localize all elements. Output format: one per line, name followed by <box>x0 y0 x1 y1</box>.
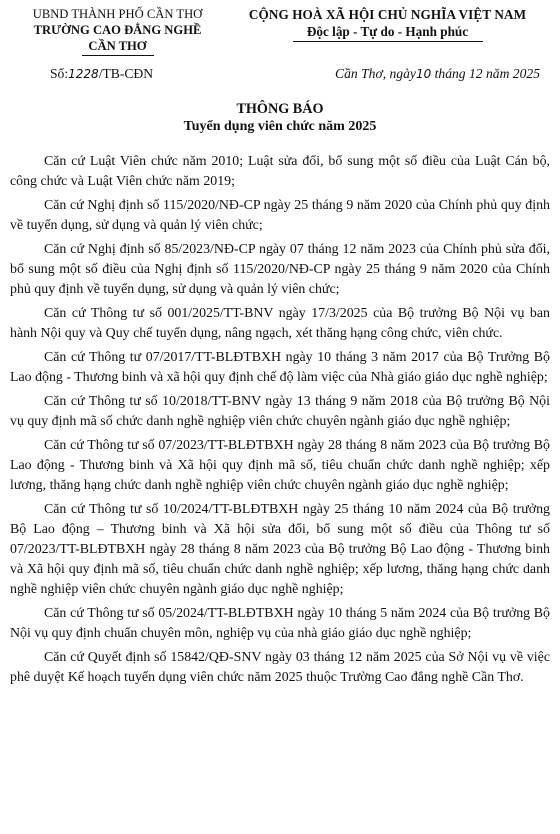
school-name-line1: TRƯỜNG CAO ĐẲNG NGHỀ <box>33 23 202 37</box>
agency-name: UBND THÀNH PHỐ CẦN THƠ <box>32 7 203 21</box>
document-subtitle: Tuyển dụng viên chức năm 2025 <box>183 119 377 134</box>
document-meta <box>10 66 550 82</box>
legal-basis-paragraph: Căn cứ Nghị định số 85/2023/NĐ-CP ngày 07 tháng 12 năm 2023 của Chính phủ sửa đổi, bổ sung một số điều của Nghị định số 115/2020/NĐ-CP ngày 25 tháng 9 năm 2020 của Chính phủ quy định về tuyển dụng, sử dụng và quản lý viên chức; <box>10 242 550 297</box>
issuing-body-underline <box>82 55 154 56</box>
legal-basis-paragraph: Căn cứ Thông tư 07/2017/TT-BLĐTBXH ngày 10 tháng 3 năm 2017 của Bộ Trưởng Bộ Lao động - Thương binh và xã hội quy định chế độ làm việc của Nhà giáo giáo dục nghề nghiệp; <box>10 350 550 385</box>
legal-basis-paragraph: Căn cứ Thông tư số 05/2024/TT-BLĐTBXH ngày 10 tháng 5 năm 2024 của Bộ trưởng Bộ Nội vụ quy định chuẩn chuyên môn, nghiệp vụ của nhà giáo giáo dục nghề nghiệp; <box>10 606 550 641</box>
number-handwritten: 1228 <box>68 67 99 81</box>
date-prefix: Cần Thơ, ngày <box>335 66 416 81</box>
school-name-line2: CẦN THƠ <box>88 39 147 53</box>
document-header <box>10 6 550 56</box>
legal-basis-paragraph: Căn cứ Thông tư số 07/2023/TT-BLĐTBXH ngày 28 tháng 8 năm 2023 của Bộ trưởng Bộ Lao động - Thương binh và Xã hội quy định mã số, tiêu chuẩn chức danh nghề nghiệp; xếp lương, thăng hạng chức danh nghề nghiệp viên chức chuyên ngành giáo dục nghề nghiệp; <box>10 438 550 493</box>
document-body <box>10 152 550 688</box>
motto-underline <box>293 41 483 42</box>
legal-basis-paragraph: Căn cứ Quyết định số 15842/QĐ-SNV ngày 03 tháng 12 năm 2025 của Sở Nội vụ về việc phê duyệt Kế hoạch tuyển dụng viên chức năm 2025 thuộc Trường Cao đẳng nghề Cần Thơ. <box>10 650 550 685</box>
issuing-body <box>10 6 225 56</box>
nation-name: CỘNG HOÀ XÃ HỘI CHỦ NGHĨA VIỆT NAM <box>248 7 527 22</box>
document-title: THÔNG BÁO <box>236 101 324 117</box>
number-prefix: Số: <box>50 66 69 81</box>
number-suffix: /TB-CĐN <box>98 66 154 81</box>
legal-basis-paragraph: Căn cứ Thông tư số 10/2024/TT-BLĐTBXH ngày 25 tháng 10 năm 2024 của Bộ trưởng Bộ Lao động – Thương binh và Xã hội sửa đổi, bổ sung một số điều của Thông tư số 07/2023/TT-BLĐTBXH ngày 28 tháng 8 năm 2023 của Bộ trưởng Bộ Lao động - Thương binh và Xã hội quy định mã số, tiêu chuẩn chức danh nghề nghiệp; xếp lương, thăng hạng chức danh nghề nghiệp viên chức chuyên ngành giáo dục nghề nghiệp; <box>10 502 550 597</box>
document-date <box>335 66 550 82</box>
document-number <box>10 66 153 82</box>
national-motto: Độc lập - Tự do - Hạnh phúc <box>306 24 469 39</box>
national-heading <box>225 6 550 56</box>
date-suffix: tháng 12 năm 2025 <box>434 66 540 81</box>
legal-basis-paragraph: Căn cứ Thông tư số 001/2025/TT-BNV ngày 17/3/2025 của Bộ trưởng Bộ Nội vụ ban hành Nội quy và Quy chế tuyển dụng, nâng ngạch, xét thăng hạng công chức, viên chức. <box>10 306 550 341</box>
legal-basis-paragraph: Căn cứ Thông tư số 10/2018/TT-BNV ngày 13 tháng 9 năm 2018 của Bộ trưởng Bộ Nội vụ quy định mã số chức danh nghề nghiệp viên chức chuyên ngành giáo dục nghề nghiệp; <box>10 394 550 429</box>
legal-basis-paragraph: Căn cứ Nghị định số 115/2020/NĐ-CP ngày 25 tháng 9 năm 2020 của Chính phủ quy định về tuyển dụng, sử dụng và quản lý viên chức; <box>10 198 550 233</box>
date-day-handwritten: 10 <box>415 67 432 81</box>
legal-basis-paragraph: Căn cứ Luật Viên chức năm 2010; Luật sửa đổi, bổ sung một số điều của Luật Cán bộ, công chức và Luật Viên chức năm 2019; <box>10 154 550 189</box>
